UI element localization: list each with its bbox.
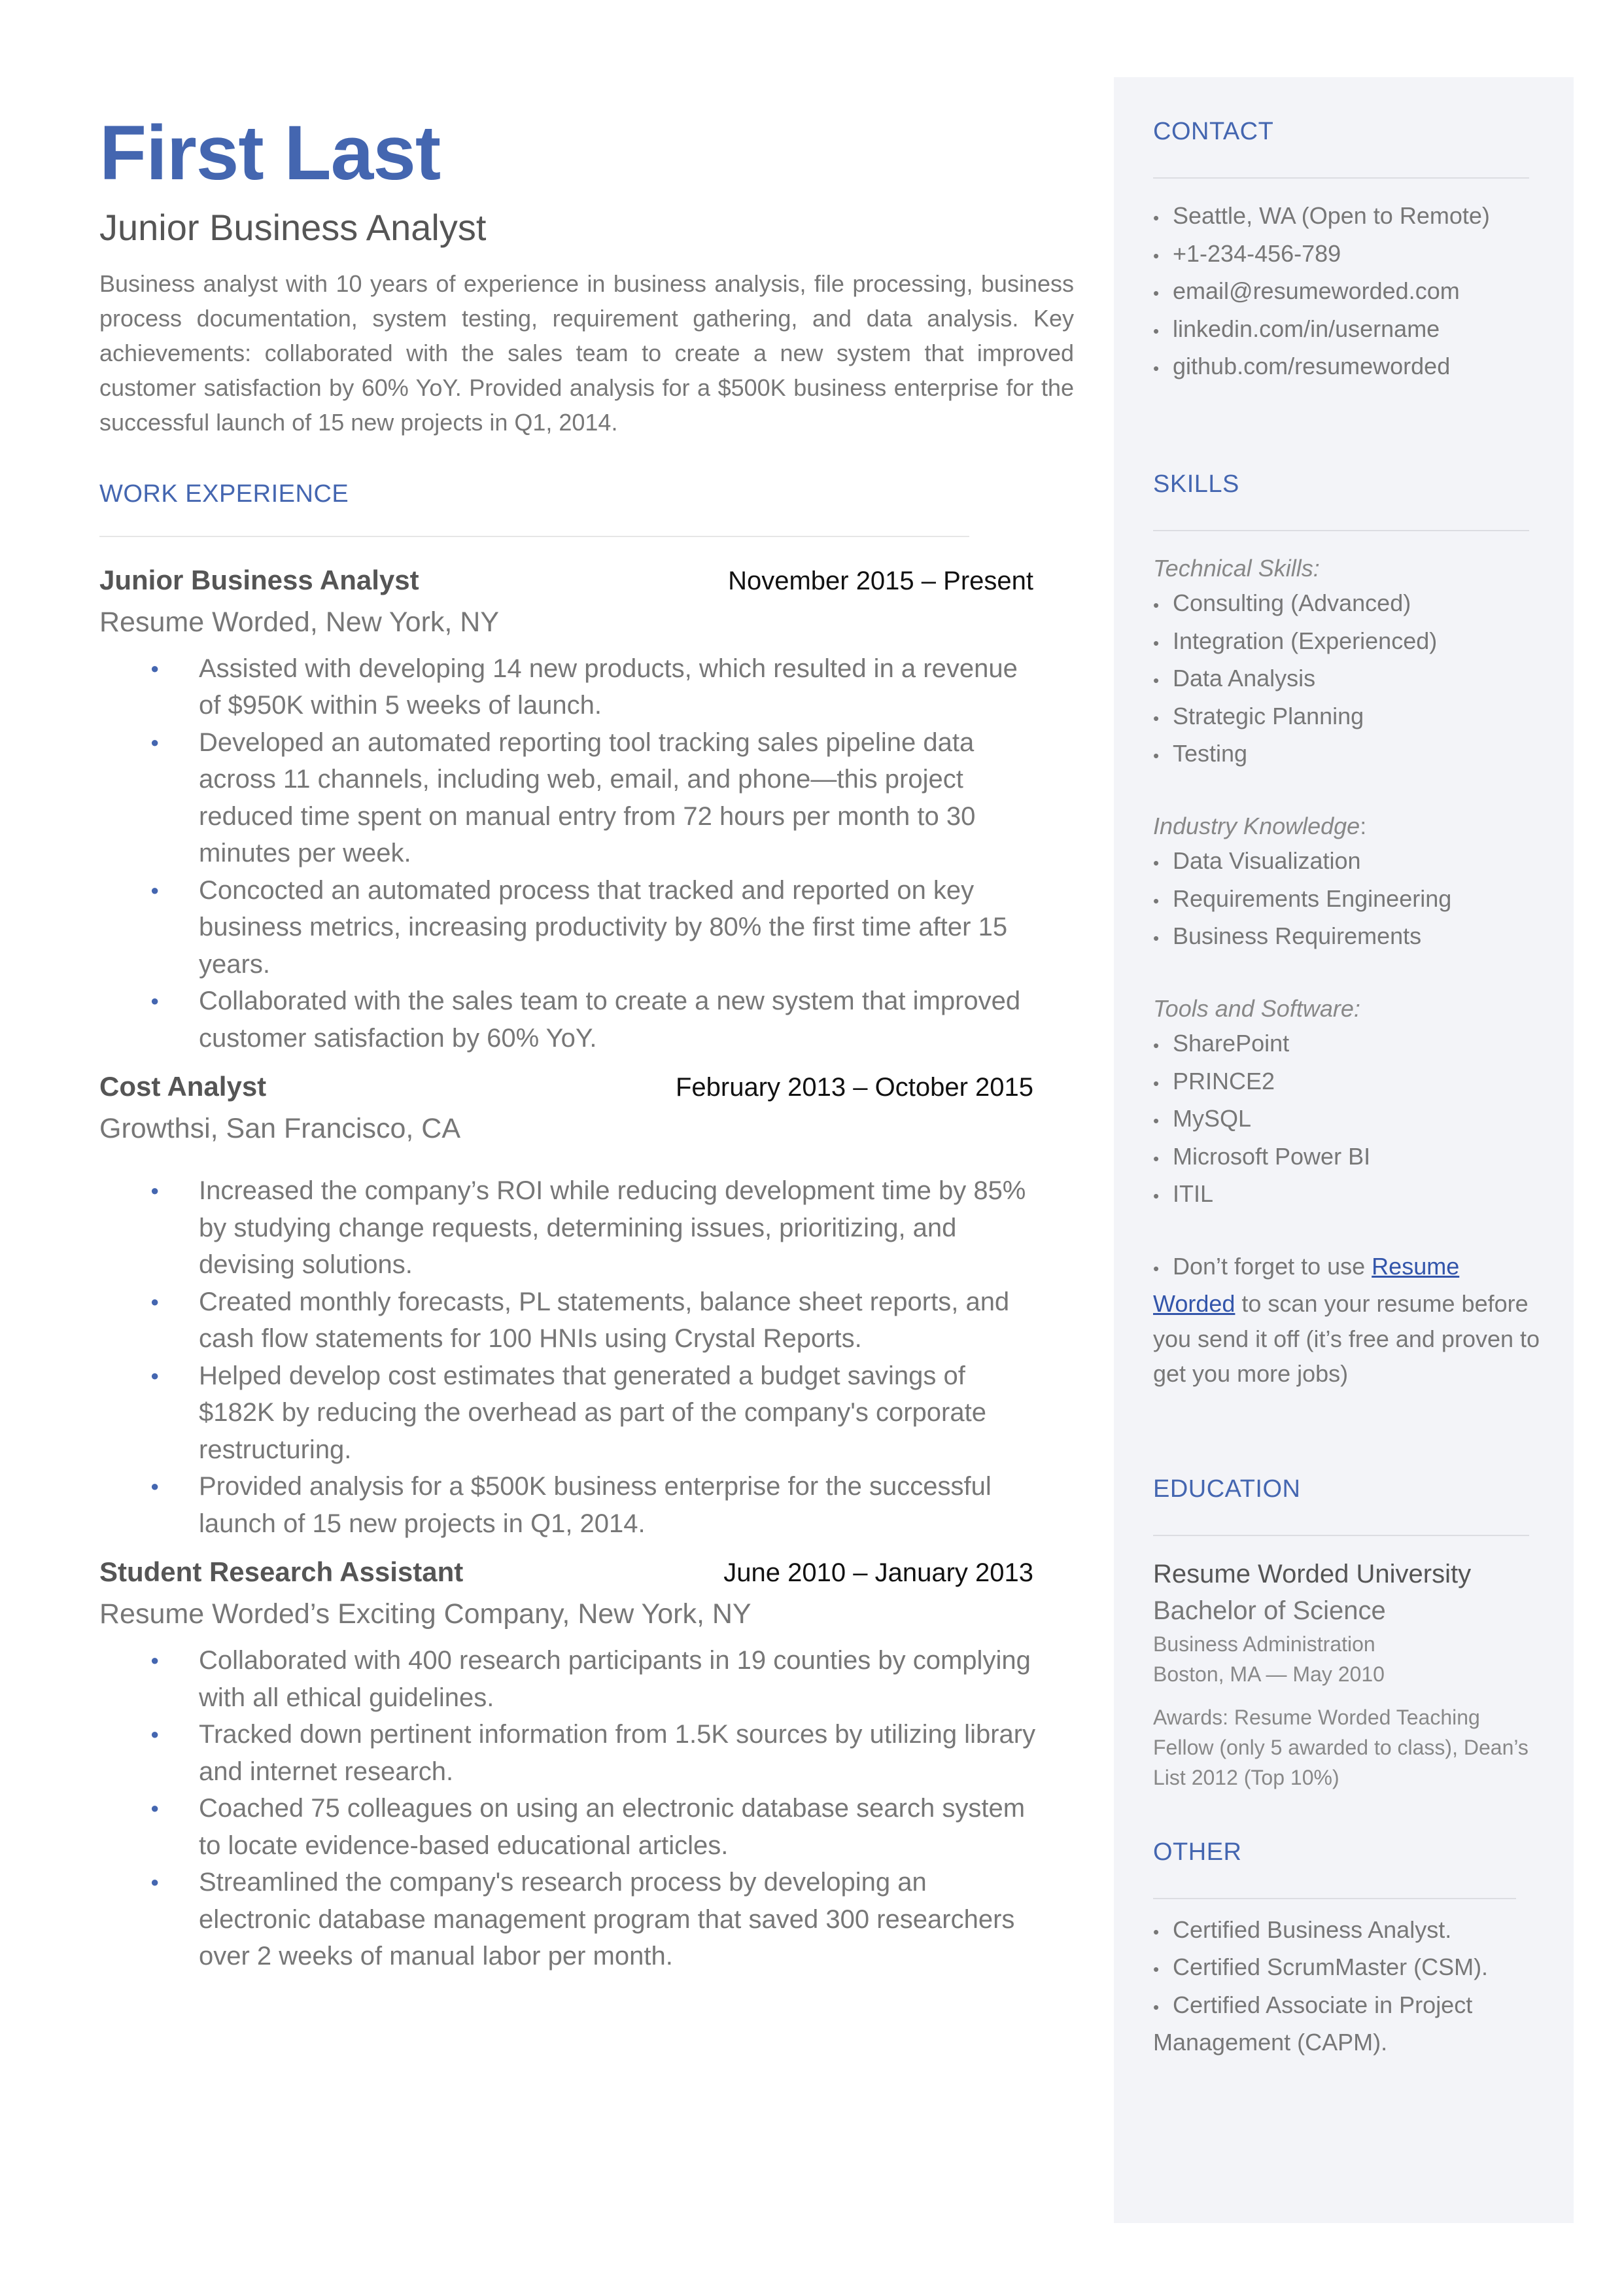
- bullet-item: ● Created monthly forecasts, PL statements, balance sheet reports, and cash flow statements for 100 HNIs using Crystal Reports.: [99, 1284, 1041, 1358]
- bullet-item: ● Collaborated with the sales team to create a new system that improved customer satisfaction by 60% YoY.: [99, 983, 1041, 1057]
- job-company: Growthsi, San Francisco, CA: [99, 1113, 461, 1145]
- work-experience-heading: WORK EXPERIENCE: [99, 480, 349, 508]
- list-item: • SharePoint: [1153, 1030, 1290, 1057]
- job-date: June 2010 – January 2013: [723, 1558, 1033, 1588]
- work-experience-divider: [99, 536, 969, 537]
- technical-skills-list: [1153, 586, 1546, 774]
- contact-divider: [1153, 177, 1529, 179]
- list-item: • ITIL: [1153, 1180, 1214, 1207]
- list-item: • Requirements Engineering: [1153, 885, 1452, 912]
- candidate-title: Junior Business Analyst: [99, 206, 487, 248]
- list-item: • Certified Business Analyst.: [1153, 1916, 1452, 1943]
- list-item: • Data Analysis: [1153, 665, 1316, 692]
- education-awards: Awards: Resume Worded Teaching Fellow (only 5 awarded to class), Dean’s List 2012 (Top 10%): [1153, 1705, 1529, 1789]
- bullet-item: ● Provided analysis for a $500K business enterprise for the successful launch of 15 new projects in Q1, 2014.: [99, 1468, 1041, 1542]
- bullet-item: ● Helped develop cost estimates that generated a budget savings of $182K by reducing the overhead as part of the company's corporate restructuring.: [99, 1358, 1041, 1469]
- list-item: • Strategic Planning: [1153, 702, 1364, 729]
- job-1: [99, 565, 1074, 1057]
- other-list: [1153, 1912, 1546, 2060]
- job-date: February 2013 – October 2015: [675, 1073, 1033, 1102]
- job-company: Resume Worded’s Exciting Company, New York, NY: [99, 1598, 752, 1630]
- bullet-item: ● Streamlined the company's research process by developing an electronic database management program that saved 300 researchers over 2 weeks of manual labor per month.: [99, 1864, 1041, 1975]
- tools-software-list: [1153, 1026, 1546, 1214]
- list-item: • Consulting (Advanced): [1153, 589, 1411, 616]
- other-heading: OTHER: [1153, 1838, 1242, 1866]
- contact-github: • github.com/resumeworded: [1153, 353, 1451, 379]
- education-field: Business Administration: [1153, 1632, 1375, 1656]
- job-2: [99, 1071, 1074, 1542]
- contact-linkedin: • linkedin.com/in/username: [1153, 315, 1440, 342]
- job-role: Student Research Assistant: [99, 1556, 464, 1588]
- education-school: Resume Worded University: [1153, 1559, 1472, 1588]
- job-header: [99, 1556, 1033, 1588]
- bullet-item: ● Concocted an automated process that tracked and reported on key business metrics, increasing productivity by 80% the first time after 15 years.: [99, 872, 1041, 983]
- job-bullets: [99, 1642, 1074, 1975]
- education-location-date: Boston, MA — May 2010: [1153, 1662, 1385, 1686]
- technical-skills-label: Technical Skills:: [1153, 554, 1320, 582]
- list-item: • Certified Associate in Project Management (CAPM).: [1153, 1991, 1473, 2056]
- list-item: • Testing: [1153, 740, 1248, 767]
- job-bullets: [99, 1172, 1074, 1542]
- list-item: • PRINCE2: [1153, 1067, 1275, 1095]
- industry-knowledge-list: [1153, 843, 1546, 956]
- industry-knowledge-label: Industry Knowledge:: [1153, 812, 1367, 839]
- job-role: Cost Analyst: [99, 1071, 267, 1102]
- sidebar: [1114, 77, 1574, 2223]
- other-divider: [1153, 1898, 1516, 1899]
- bullet-item: ● Tracked down pertinent information from 1.5K sources by utilizing library and internet research.: [99, 1716, 1041, 1790]
- sidebar-content: [1153, 118, 1546, 2060]
- job-header: [99, 1071, 1033, 1102]
- bullet-item: ● Collaborated with 400 research participants in 19 counties by complying with all ethical guidelines.: [99, 1642, 1041, 1716]
- contact-phone: • +1-234-456-789: [1153, 239, 1341, 267]
- job-3: [99, 1556, 1074, 1975]
- contact-email: • email@resumeworded.com: [1153, 277, 1460, 304]
- skills-heading: SKILLS: [1153, 470, 1239, 498]
- job-role: Junior Business Analyst: [99, 564, 419, 595]
- job-bullets: [99, 650, 1074, 1057]
- candidate-name: First Last: [99, 110, 441, 196]
- contact-location: • Seattle, WA (Open to Remote): [1153, 202, 1490, 229]
- bullet-item: ● Increased the company’s ROI while reducing development time by 85% by studying change requests, determining issues, prioritizing, and devising solutions.: [99, 1172, 1041, 1284]
- contact-list: [1153, 198, 1546, 387]
- bullet-item: ● Coached 75 colleagues on using an electronic database search system to locate evidence-based educational articles.: [99, 1790, 1041, 1864]
- list-item: • MySQL: [1153, 1105, 1252, 1132]
- contact-heading: CONTACT: [1153, 118, 1274, 145]
- education-divider: [1153, 1535, 1529, 1536]
- tools-software-label: Tools and Software:: [1153, 994, 1360, 1022]
- list-item: • Business Requirements: [1153, 922, 1422, 949]
- education-heading: EDUCATION: [1153, 1475, 1301, 1503]
- list-item: • Certified ScrumMaster (CSM).: [1153, 1953, 1489, 1980]
- resume-worded-link[interactable]: Resume Worded: [1153, 1252, 1460, 1317]
- list-item: • Microsoft Power BI: [1153, 1142, 1371, 1170]
- job-header: [99, 565, 1033, 596]
- list-item: • Data Visualization: [1153, 847, 1361, 874]
- list-item: • Integration (Experienced): [1153, 627, 1438, 654]
- job-company: Resume Worded, New York, NY: [99, 606, 500, 638]
- skills-divider: [1153, 530, 1529, 531]
- bullet-item: ● Developed an automated reporting tool tracking sales pipeline data across 11 channels, including web, email, and phone—this project reduced time spent on manual entry from 72 hours per month to 30 minutes per week.: [99, 724, 1041, 872]
- main-column: [99, 111, 1074, 1975]
- job-date: November 2015 – Present: [728, 566, 1033, 595]
- education-degree: Bachelor of Science: [1153, 1596, 1386, 1625]
- summary: Business analyst with 10 years of experience in business analysis, file processing, business process documentation, system testing, requirement gathering, and data analysis. Key achievements: collaborated with the sales team to create a new system that improved customer satisfaction by 60% YoY. Provided analysis for a $500K business enterprise for the successful launch of 15 new projects in Q1, 2014.: [99, 270, 1074, 436]
- resume-worded-note: • Don’t forget to use Resume Worded to scan your resume before you send it off (it’s free and proven to get you more jobs): [1153, 1252, 1540, 1387]
- bullet-item: ● Assisted with developing 14 new products, which resulted in a revenue of $950K within 5 weeks of launch.: [99, 650, 1041, 724]
